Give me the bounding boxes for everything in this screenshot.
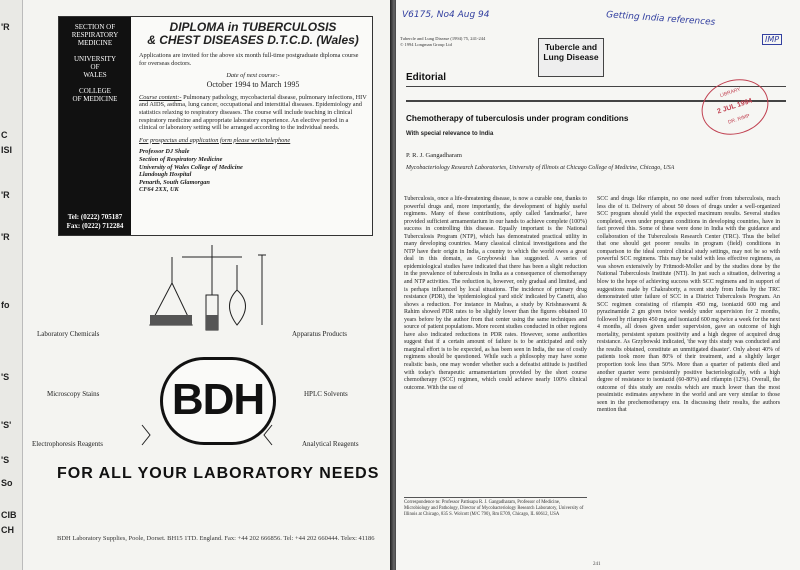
journal-copyright-line: © 1994 Longman Group Ltd: [400, 41, 452, 47]
ad-address-line: Section of Respiratory Medicine: [139, 155, 223, 163]
ad-fax: Fax: (0222) 712284: [66, 222, 124, 230]
ad-side-line: WALES: [83, 71, 107, 79]
ad-side-line: MEDICINE: [77, 39, 113, 47]
left-page: [0, 0, 392, 570]
edge-text: fo: [1, 300, 10, 310]
library-stamp: [694, 71, 775, 143]
stamp-date: 2 JUL 1994: [716, 97, 754, 116]
ad-address-line: Professor DJ Shale: [139, 148, 190, 156]
section-heading: Editorial: [406, 72, 447, 83]
edge-text: 'S: [1, 372, 10, 382]
edge-text: C: [1, 130, 8, 140]
right-page: [396, 0, 800, 570]
label-laboratory-chemicals: Laboratory Chemicals: [37, 330, 100, 338]
ad-sidebar: [59, 17, 131, 235]
journal-citation: [400, 36, 485, 47]
bdh-slogan: FOR ALL YOUR LABORATORY NEEDS: [57, 465, 380, 482]
handwritten-volume-note: V6175, No4 Aug 94: [402, 10, 490, 20]
stamp-text: LIBRARY: [719, 86, 742, 99]
edge-text: 'S: [1, 455, 10, 465]
ad-address-line: Penarth, South Glamorgan: [139, 178, 210, 186]
ad-date-label: Date of next course:-: [226, 72, 280, 80]
ad-side-line: SECTION OF: [74, 23, 116, 31]
ad-prospectus: For prospectus and application form please write/telephone: [139, 136, 291, 144]
ad-address-line: CF64 2XX, UK: [139, 186, 179, 194]
edge-text: CIB: [1, 510, 17, 520]
article-subtitle: With special relevance to India: [406, 131, 494, 137]
ad-date-value: October 1994 to March 1995: [206, 79, 300, 89]
ad-intro: Applications are invited for the above six month full-time postgraduate diploma course for overseas doctors.: [139, 52, 359, 67]
handwritten-reference-note: Getting India references: [605, 10, 716, 28]
ad-side-line: OF: [90, 63, 100, 71]
adjacent-page-edge: [0, 0, 23, 570]
ad-address-line: University of Wales College of Medicine: [139, 163, 243, 171]
journal-logo-line: Lung Disease: [543, 52, 599, 62]
correspondence-footnote: Correspondence to: Professor Pattisapu R. J. Gangadharam, Professor of Medicine, Microbiology and Pathology, Director of Mycobacteriology Research Laboratory, University of Illinois at Chicago, 835 S. Wolcott (M/C 790), Rm E709, Chicago, IL 60612, USA: [404, 497, 587, 517]
edge-text: ISI: [1, 145, 13, 155]
stamp-text: DR. RIMP: [727, 113, 751, 126]
edge-text: 'R: [1, 22, 10, 32]
ad-side-line: UNIVERSITY: [74, 55, 116, 63]
edge-text: 'R: [1, 232, 10, 242]
ad-content: [139, 21, 367, 194]
body-column-left: Tuberculosis, once a life-threatening disease, is now a curable one, thanks to powerful drugs and, more importantly, the development of highly useful regimens. Many of these contributions, aptly called 'landmarks', have provided sufficient armamentarium in our hands to achieve complete (100%) success in controlling this disease. Equally important is the National Tuberculosis Program (NTP), which has demonstrated practical utility in many developing countries. Many classical clinical investigations and the NTP have their origin in India, a country to which the world owes a great deal in this domain, as Grzybowski has suggested. A series of epidemiological studies have indicated that there has been a slight reduction in the prevalence of tuberculosis in India as a consequence of chemotherapy and NTP activities. The reduction is, however, only gradual and limited, and is perhaps influenced by local situations. The incidence of primary drug resistance (PDR), the 'epidemiological yard stick' indicated by Canetti, also shows a reduction. For instance in Madras, a study by Krishnaswami & Rahim showed PDR rates to be slightly lower than the figures obtained 10 years before by the author from that center using the same techniques and source of patient populations. More recent studies conducted in other regions have also indicated reductions in PDR rates. However, some authorities suggest that if a certain amount of failure is to be anticipated and only marginal effort is to be expected, as has been seen in India, the use of costly regimens should be questioned. While such a philosophy may have some realistic basis, one may wonder whether such a defeatist attitude is justified with today's therapeutic armamentarium provided by the short course chemotherapy (SCC) regimen, which could achieve nearly 100% clinical outcome. With the use of: [404, 196, 587, 391]
article-title: Chemotherapy of tuberculosis under program conditions: [406, 114, 629, 123]
ad-title-line-2: & CHEST DISEASES D.T.C.D. (Wales): [147, 33, 359, 47]
label-apparatus-products: Apparatus Products: [292, 330, 348, 338]
edge-text: CH: [1, 525, 14, 535]
ad-content-text: Pulmonary pathology, mycobacterial disease, pulmonary infections, HIV and AIDS, asthma, lung cancer, occupational and interstitial diseases. Epidemiology and statistics relaxing to respiratory diseases. The course will include teaching in clinical respiratory medicine and appropriate laboratory experience. An elective period in a clinical or laboratory setting will be arranged according to the individual needs.: [139, 93, 367, 132]
bdh-contact-footer: BDH Laboratory Supplies, Poole, Dorset. BH15 1TD. England. Fax: +44 202 666856. Tel: +44 202 660444. Telex: 41186: [57, 535, 375, 542]
edge-text: 'S': [1, 420, 12, 430]
ad-content-label: Course content:-: [139, 93, 182, 101]
handwritten-imp-note: IMP: [762, 34, 782, 45]
article-author: P. R. J. Gangadharam: [406, 152, 462, 159]
ad-address-line: Llandough Hospital: [139, 171, 192, 179]
ad-title-line-1: DIPLOMA in TUBERCULOSIS: [169, 20, 337, 34]
bdh-advertisement: [22, 235, 392, 570]
ad-side-line: OF MEDICINE: [72, 95, 118, 103]
edge-text: So: [1, 478, 13, 488]
label-electrophoresis-reagents: Electrophoresis Reagents: [32, 440, 103, 448]
diploma-advertisement: [58, 16, 373, 236]
ad-side-line: RESPIRATORY: [71, 31, 119, 39]
journal-logo: [538, 38, 604, 77]
label-hplc-solvents: HPLC Solvents: [304, 390, 348, 398]
label-analytical-reagents: Analytical Reagents: [302, 440, 359, 448]
page-number: 241: [593, 562, 601, 567]
label-microscopy-stains: Microscopy Stains: [47, 390, 100, 398]
ad-side-line: COLLEGE: [79, 87, 111, 95]
edge-text: 'R: [1, 190, 10, 200]
ad-tel: Tel: (0222) 705187: [67, 213, 123, 221]
body-column-right: SCC and drugs like rifampin, no one need suffer from tuberculosis, much less die of it. Delivery of about 50 doses of drugs under a well-organized SCC program should yield the expected maximum results. Several studies completed, even under program conditions in developing countries, have in fact proved this. Some of these were done in India with the guidance and collaboration of the Tuberculosis Research Center (TRC). Thus the belief that one should get poorer results in program (field) conditions in comparison to the ideal control clinical study settings, may not be so with powerful SCC regimens. This may be valid with less effective regimens, as was shown extensively by Fritmodt-Moller and by the studies done by the National Tuberculosis Institute (NTI). In just such a situation, delivering a blow to the hope of achieving success with SCC regimens and in support of suggestions made by Chakraborty, a recent study from India by the TRC demonstrated utter failure of SCC in a District Tuberculosis Program. An SCC regimen consisting of rifampin 450 mg, isoniazid 600 mg and pyrazinamide 2 gm given twice weekly under supervision for 2 months, followed by rifampin 450 mg and isoniazid 600 mg twice a week for the next 4 months, all doses given under supervision, gave an outcome of high mortality, persistent sputum positivity and a high degree of acquired drug resistance. As Grzybowski indicated, 'the way this study was conducted and the results obtained, constitute an unmitigated disaster'. Only about 40% of patients took more than 80% of their treatment, and a slightly larger proportion took less than 50%. More than a quarter of patients died and another quarter were persistently positive bacteriologically, with a high degree of resistance to isoniazid (60-80%) and rifampin (12%). Overall, the outcome of this study are results which are much lower than the most pessimistic estimates anywhere in the world and are very similar to those seen in the prechemotherapy era. In discussing their results, the authors mention that: [597, 196, 780, 414]
bdh-logo: BDH: [160, 357, 276, 445]
article-affiliation: Mycobacteriology Research Laboratories, University of Illinois at Chicago College of Medicine, Chicago, USA: [406, 165, 675, 171]
journal-logo-line: Tubercle and: [544, 42, 598, 52]
journal-citation-line: Tubercle and Lung Disease (1994) 75, 241-244: [400, 36, 486, 41]
